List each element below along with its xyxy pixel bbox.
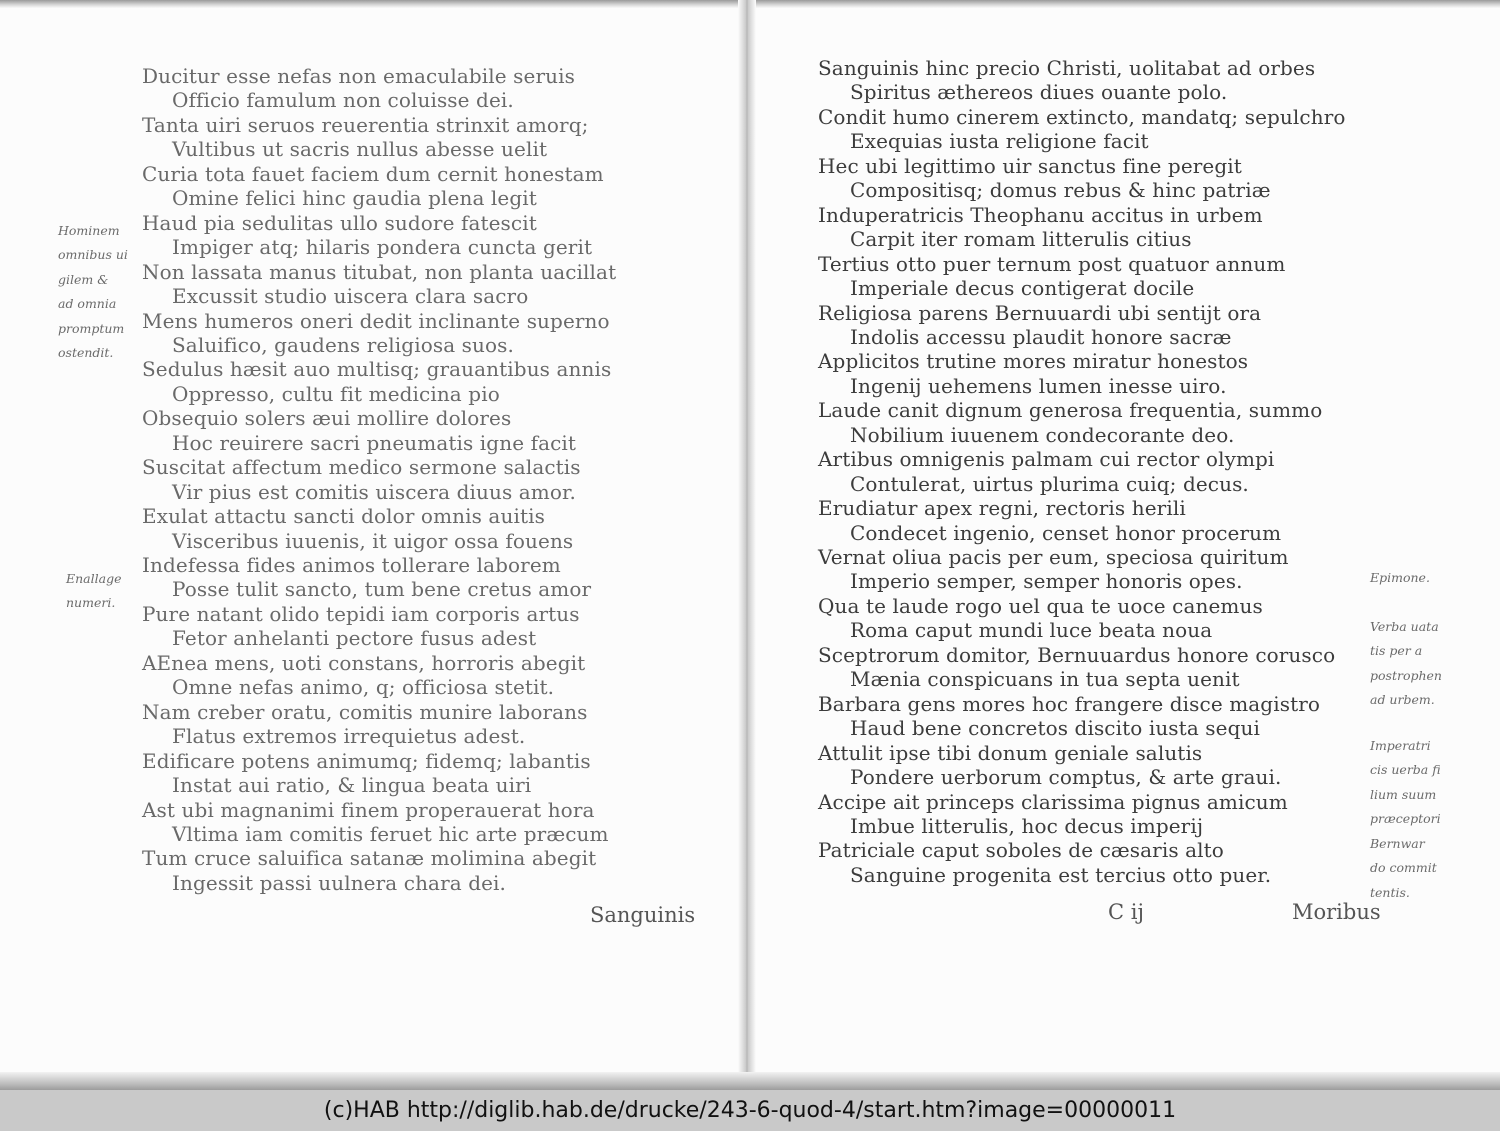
verse-line: Imperio semper, semper honoris opes. bbox=[850, 569, 1243, 594]
book-gutter bbox=[738, 0, 756, 1090]
verse-line: Excussit studio uiscera clara sacro bbox=[172, 284, 529, 309]
verse-line: Applicitos trutine mores miratur honestos bbox=[818, 349, 1249, 374]
margin-line: Epimone. bbox=[1370, 570, 1430, 585]
verse-line: Fetor anhelanti pectore fusus adest bbox=[172, 626, 537, 651]
verse-line: Attulit ipse tibi donum geniale salutis bbox=[818, 740, 1203, 765]
verse-line: Impiger atq; hilaris pondera cuncta gerit bbox=[172, 235, 593, 260]
verse-line: Saluifico, gaudens religiosa suos. bbox=[172, 332, 514, 357]
verse-line: Edificare potens animumq; fidemq; labantis bbox=[142, 748, 591, 773]
verse-line: Vltima iam comitis feruet hic arte præcum bbox=[172, 821, 609, 846]
verse-line: Vernat oliua pacis per eum, speciosa quiritum bbox=[818, 545, 1289, 569]
verse-line: Omne nefas animo, q; officiosa stetit. bbox=[172, 675, 555, 700]
margin-line: cis uerba fi bbox=[1370, 762, 1441, 777]
verse-line: Vir pius est comitis uiscera diuus amor. bbox=[172, 479, 576, 504]
verse-line: Patriciale caput soboles de cæsaris alto bbox=[818, 838, 1224, 863]
verse-line: Roma caput mundi luce beata noua bbox=[850, 618, 1213, 643]
verse-line: Exulat attactu sancti dolor omnis auitis bbox=[142, 504, 545, 529]
verse-line: Mænia conspicuans in tua septa uenit bbox=[850, 667, 1240, 692]
verse-line: Tum cruce saluifica satanæ molimina abegit bbox=[142, 846, 597, 871]
verse-line: Indolis accessu plaudit honore sacræ bbox=[850, 324, 1232, 349]
verse-line: Curia tota fauet faciem dum cernit honestam bbox=[142, 161, 604, 186]
verse-line: Artibus omnigenis palmam cui rector olympi bbox=[818, 447, 1275, 472]
verse-line: Tanta uiri seruos reuerentia strinxit amorq; bbox=[142, 112, 589, 137]
verse-line: Officio famulum non coluisse dei. bbox=[172, 88, 514, 113]
verse-line: Imbue litterulis, hoc decus imperij bbox=[850, 813, 1204, 838]
verse-line: Posse tulit sancto, tum bene cretus amor bbox=[172, 577, 592, 602]
verse-line: Tertius otto puer ternum post quatuor annum bbox=[818, 251, 1286, 276]
verse-line: Vultibus ut sacris nullus abesse uelit bbox=[172, 137, 548, 162]
verse-line: Barbara gens mores hoc frangere disce magistro bbox=[818, 691, 1321, 716]
margin-line: omnibus ui bbox=[58, 247, 128, 262]
verse-line: Flatus extremos irrequietus adest. bbox=[172, 724, 526, 749]
verse-line: Haud pia sedulitas ullo sudore fatescit bbox=[142, 210, 537, 235]
verse-line: AEnea mens, uoti constans, horroris abegit bbox=[142, 650, 586, 675]
verse-line: Ingenij uehemens lumen inesse uiro. bbox=[850, 373, 1227, 398]
verse-line: Ducitur esse nefas non emaculabile seruis bbox=[142, 64, 575, 88]
verse-line: Compositisq; domus rebus & hinc patriæ bbox=[850, 178, 1271, 203]
margin-line: tis per a bbox=[1370, 643, 1423, 658]
verse-line: Omine felici hinc gaudia plena legit bbox=[172, 186, 537, 211]
verse-line: Sedulus hæsit auo multisq; grauantibus annis bbox=[142, 357, 612, 382]
margin-line: promptum bbox=[58, 321, 125, 336]
verse-line: Nobilium iuuenem condecorante deo. bbox=[850, 422, 1235, 447]
verse-line: Suscitat affectum medico sermone salactis bbox=[142, 455, 581, 480]
verse-line: Sanguine progenita est tercius otto puer. bbox=[850, 862, 1272, 887]
right-page bbox=[756, 0, 1500, 1072]
verse-line: Condit humo cinerem extincto, mandatq; sepulchro bbox=[818, 104, 1346, 129]
verse-line: Instat aui ratio, & lingua beata uiri bbox=[172, 773, 532, 798]
margin-line: numeri. bbox=[66, 595, 116, 610]
verse-line: Nam creber oratu, comitis munire laborans bbox=[142, 699, 588, 724]
verse-line: Induperatricis Theophanu accitus in urbem bbox=[818, 202, 1263, 227]
margin-line: ostendit. bbox=[58, 345, 114, 360]
verse-line: Sceptrorum domitor, Bernuuardus honore corusco bbox=[818, 642, 1336, 667]
verse-line: Imperiale decus contigerat docile bbox=[850, 276, 1195, 301]
margin-line: ad omnia bbox=[58, 296, 117, 311]
verse-line: Religiosa parens Bernuuardi ubi sentijt ora bbox=[818, 300, 1262, 325]
verse-line: Spiritus æthereos diues ouante polo. bbox=[850, 80, 1228, 105]
verse-line: Visceribus iuuenis, it uigor ossa fouens bbox=[172, 528, 574, 553]
margin-line: ad urbem. bbox=[1370, 692, 1435, 707]
margin-line: Hominem bbox=[58, 223, 120, 238]
verse-line: Erudiatur apex regni, rectoris herili bbox=[818, 496, 1186, 521]
copyright-footer: (c)HAB http://diglib.hab.de/drucke/243-6-quod-4/start.htm?image=00000011 bbox=[0, 1090, 1500, 1131]
verse-line: Contulerat, uirtus plurima cuiq; decus. bbox=[850, 471, 1249, 496]
verse-line: Carpit iter romam litterulis citius bbox=[850, 227, 1192, 252]
verse-line: Oppresso, cultu fit medicina pio bbox=[172, 381, 500, 406]
verse-line: Exequias iusta religione facit bbox=[850, 129, 1149, 154]
verse-line: Accipe ait princeps clarissima pignus amicum bbox=[818, 789, 1288, 814]
margin-line: præceptori bbox=[1370, 811, 1441, 826]
signature-mark: C ij bbox=[1108, 900, 1144, 924]
verse-line: Pondere uerborum comptus, & arte graui. bbox=[850, 765, 1282, 790]
margin-line: gilem & bbox=[58, 272, 109, 287]
margin-line: Imperatri bbox=[1370, 738, 1431, 753]
page-bottom-edge bbox=[0, 1072, 1500, 1090]
verse-line: Mens humeros oneri dedit inclinante superno bbox=[142, 308, 610, 333]
left-page bbox=[0, 0, 738, 1072]
margin-line: lium suum bbox=[1370, 787, 1437, 802]
verse-line: Pure natant olido tepidi iam corporis artus bbox=[142, 601, 580, 626]
left-catchword: Sanguinis bbox=[590, 903, 696, 927]
verse-line: Laude canit dignum generosa frequentia, summo bbox=[818, 398, 1323, 423]
verse-line: Obsequio solers æui mollire dolores bbox=[142, 406, 512, 431]
verse-line: Non lassata manus titubat, non planta uacillat bbox=[142, 259, 617, 284]
verse-line: Sanguinis hinc precio Christi, uolitabat ad orbes bbox=[818, 56, 1316, 80]
margin-line: postrophen bbox=[1370, 668, 1442, 683]
verse-line: Haud bene concretos discito iusta sequi bbox=[850, 716, 1260, 741]
margin-line: do commit bbox=[1370, 860, 1437, 875]
verse-line: Hoc reuirere sacri pneumatis igne facit bbox=[172, 430, 577, 455]
right-catchword: Moribus bbox=[1292, 900, 1381, 924]
verse-line: Ast ubi magnanimi finem properauerat hora bbox=[142, 797, 595, 822]
margin-line: Bernwar bbox=[1370, 836, 1425, 851]
verse-line: Ingessit passi uulnera chara dei. bbox=[172, 870, 507, 895]
verse-line: Indefessa fides animos tollerare laborem bbox=[142, 553, 561, 577]
margin-line: Enallage bbox=[66, 571, 122, 586]
margin-line: Verba uata bbox=[1370, 619, 1439, 634]
verse-line: Qua te laude rogo uel qua te uoce canemus bbox=[818, 593, 1263, 618]
margin-line: tentis. bbox=[1370, 885, 1410, 900]
verse-line: Condecet ingenio, censet honor procerum bbox=[850, 520, 1282, 545]
verse-line: Hec ubi legittimo uir sanctus fine peregit bbox=[818, 153, 1242, 178]
